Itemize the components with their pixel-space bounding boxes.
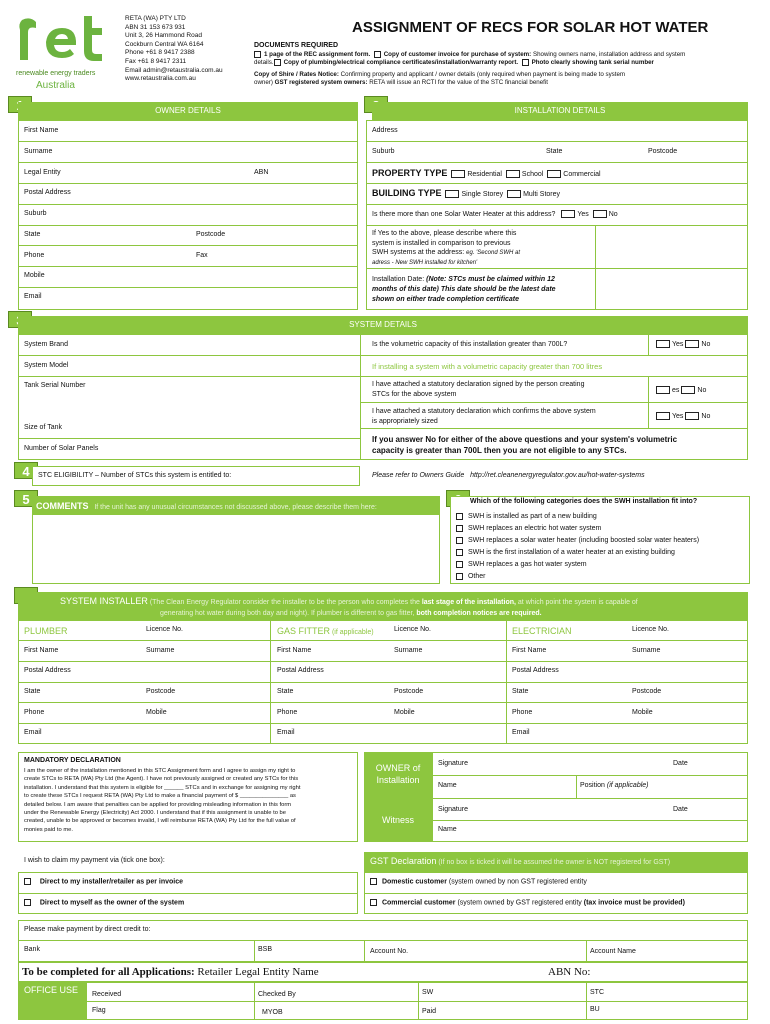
company-email: Email admin@retaustralia.com.au xyxy=(125,66,223,74)
company-addr2: Cockburn Central WA 6164 xyxy=(125,40,204,48)
doc-checkbox[interactable] xyxy=(254,51,261,58)
category-label: Other xyxy=(467,573,486,581)
witness-date-field[interactable]: Date xyxy=(673,806,688,813)
doc-1: 1 page of the REC assignment form. xyxy=(264,50,371,58)
category-label: SWH replaces an electric hot water system xyxy=(467,525,602,533)
witness-signature-field[interactable]: Signature xyxy=(438,806,468,813)
commercial-customer-label: Commercial customer xyxy=(381,899,456,907)
owner-email-field[interactable]: Email xyxy=(24,293,42,300)
install-state-field[interactable]: State xyxy=(546,148,563,155)
owners-guide-note: Please refer to Owners Guide xyxy=(372,472,465,479)
gas-surname-field[interactable]: Surname xyxy=(394,647,423,654)
building-type-label: BUILDING TYPE xyxy=(372,188,442,198)
ifyes-example: eg. 'Second SWH at xyxy=(466,250,520,256)
regulator-link[interactable]: http://ret.cleanenergyregulator.gov.au/hot-water-systems xyxy=(470,472,645,479)
doc-checkbox[interactable] xyxy=(522,59,529,66)
comments-title: COMMENTS xyxy=(36,501,89,511)
doc-2-desc: Showing owners name, installation address and system xyxy=(532,50,686,58)
category-checkbox[interactable] xyxy=(456,537,463,544)
position-optional: (if applicable) xyxy=(606,782,649,789)
stat1-no-label: No xyxy=(697,386,707,394)
declaration-heading: MANDATORY DECLARATION xyxy=(24,757,121,764)
categories-question: Which of the following categories does the SWH installation fit into? xyxy=(470,498,698,505)
installation-details-title: INSTALLATION DETAILS xyxy=(514,106,606,115)
bu-field[interactable]: BU xyxy=(590,1006,600,1013)
installer-desc3: generating hot water during both day and night). If plumber is different to gas fitter, xyxy=(160,610,415,617)
claim-payment-label: I wish to claim my payment via (tick one box): xyxy=(24,857,165,864)
gas-state-field[interactable]: State xyxy=(277,688,294,695)
company-fax: Fax +61 8 9417 2311 xyxy=(125,57,187,65)
installer-desc-bold2: both completion notices are required. xyxy=(416,610,542,617)
pay-installer-checkbox[interactable] xyxy=(24,878,31,885)
school-label: School xyxy=(521,171,544,178)
declaration-line: create STCs to RETA (WA) Pty Ltd (the Agent). I have not previously assigned or created any STCs for this xyxy=(24,776,299,783)
logo-tagline: renewable energy traders xyxy=(16,70,96,77)
owner-first-name-field[interactable]: First Name xyxy=(24,127,59,134)
account-number-field[interactable]: Account No. xyxy=(370,948,409,955)
stat1-yes-checkbox[interactable] xyxy=(656,386,670,394)
witness-label: Witness xyxy=(381,815,414,825)
elec-postcode-field[interactable]: Postcode xyxy=(632,688,662,695)
stat2-no-label: No xyxy=(701,412,711,420)
owner-suburb-field[interactable]: Suburb xyxy=(24,210,47,217)
owner-phone-field[interactable]: Phone xyxy=(24,252,45,259)
category-option[interactable] xyxy=(456,535,699,547)
elec-mobile-field[interactable]: Mobile xyxy=(632,709,653,716)
plumber-postcode-field[interactable]: Postcode xyxy=(146,688,176,695)
ineligible-warning-1: If you answer No for either of the above questions and your system's volumetric xyxy=(372,435,678,444)
installation-date-note3: shown on either trade completion certificate xyxy=(372,296,520,303)
owner-signature-field[interactable]: Signature xyxy=(438,760,468,767)
section-4-number: 4 xyxy=(14,462,38,479)
residential-checkbox[interactable] xyxy=(451,170,465,178)
commercial-customer-desc: (system owned by GST registered entity xyxy=(457,899,582,907)
elec-surname-field[interactable]: Surname xyxy=(632,647,661,654)
comments-textarea[interactable] xyxy=(32,514,440,584)
doc-checkbox[interactable] xyxy=(274,59,281,66)
volumetric-question: Is the volumetric capacity of this installation greater than 700L? xyxy=(372,341,568,348)
more-yes-checkbox[interactable] xyxy=(561,210,575,218)
doc-6: GST registered system owners: xyxy=(274,79,368,87)
more-no-checkbox[interactable] xyxy=(593,210,607,218)
system-brand-field[interactable]: System Brand xyxy=(24,341,68,348)
gas-fitter-optional: (if applicable) xyxy=(331,629,374,636)
declaration-line: created, unable to be approved or becomes invalid, I will reimburse RETA (WA) Pty Ltd for the full value of xyxy=(24,818,296,825)
stc-eligibility-field[interactable]: STC ELIGIBILITY – Number of STCs this system is entitled to: xyxy=(38,472,232,479)
install-postcode-field[interactable]: Postcode xyxy=(648,148,678,155)
owner-fax-field[interactable]: Fax xyxy=(196,252,208,259)
system-details-title: SYSTEM DETAILS xyxy=(349,320,417,329)
owner-mobile-field[interactable]: Mobile xyxy=(24,272,45,279)
gas-email-field[interactable]: Email xyxy=(277,729,295,736)
declaration-line: to create these STCs I request RETA (WA) Pty Ltd to make a financial payment of $ _______________ as xyxy=(24,793,296,800)
sw-field[interactable]: SW xyxy=(422,989,434,996)
doc-3: Copy of plumbing/electrical compliance certificates/installation/warranty report. xyxy=(283,59,519,67)
category-option[interactable] xyxy=(456,547,699,559)
abn-no-field[interactable]: ABN No: xyxy=(548,966,591,978)
stc-field[interactable]: STC xyxy=(590,989,604,996)
stat1-no-checkbox[interactable] xyxy=(681,386,695,394)
gas-fitter-heading: GAS FITTER xyxy=(277,626,331,636)
stat-dec-2-line1: I have attached a statutory declaration which confirms the above system xyxy=(372,408,596,415)
stat2-no-checkbox[interactable] xyxy=(685,412,699,420)
ifyes-line3: SWH systems at the address: xyxy=(372,249,465,256)
gst-desc: (If no box is ticked it will be assumed the owner is NOT registered for GST) xyxy=(438,859,671,866)
company-abn: ABN 31 153 673 931 xyxy=(125,23,186,31)
declaration-line: I am the owner of the installation mentioned in this STC Assignment form and I agree to assign my right to xyxy=(24,768,296,774)
domestic-desc: (system owned by non GST registered entity xyxy=(448,878,587,886)
owner-details-title: OWNER DETAILS xyxy=(155,106,221,115)
property-type-label: PROPERTY TYPE xyxy=(372,168,448,178)
company-web: www.retaustralia.com.au xyxy=(125,75,196,83)
installer-desc-bold: last stage of the installation, xyxy=(421,599,516,606)
domestic-label: Domestic customer xyxy=(381,878,447,886)
owner-of-label: OWNER of xyxy=(375,763,421,773)
owner-postcode-field[interactable]: Postcode xyxy=(196,231,226,238)
more-than-one-question: Is there more than one Solar Water Heater at this address? xyxy=(372,210,556,218)
category-option[interactable] xyxy=(456,559,699,571)
installation-date-note: (Note: STCs must be claimed within 12 xyxy=(426,276,555,283)
gas-first-name-field[interactable]: First Name xyxy=(277,647,312,654)
logo-graphic xyxy=(14,8,114,68)
ifyes-example2: adress - New SWH installed for kitchen' xyxy=(372,259,478,266)
category-checkbox[interactable] xyxy=(456,561,463,568)
single-storey-label: Single Storey xyxy=(461,191,504,198)
bsb-field[interactable]: BSB xyxy=(258,946,273,953)
plumber-heading: PLUMBER xyxy=(24,626,68,636)
declaration-line: installation. I understand that this system is eligible for ______ STCs and in exchange for assigning my right xyxy=(24,784,301,791)
ineligible-warning-2: capacity is greater than 700L then you are not eligible to any STCs. xyxy=(372,446,627,455)
owner-date-field[interactable]: Date xyxy=(673,760,688,767)
plumber-surname-field[interactable]: Surname xyxy=(146,647,175,654)
declaration-line: monies paid to me. xyxy=(24,826,73,833)
pay-installer-label: Direct to my installer/retailer as per invoice xyxy=(39,878,184,886)
section-5-number: 5 xyxy=(14,490,38,507)
gas-mobile-field[interactable]: Mobile xyxy=(394,709,415,716)
paid-field[interactable]: Paid xyxy=(422,1008,437,1015)
doc-6-desc: RETA will issue an RCTI for the value of the STC financial benefit xyxy=(369,79,548,87)
multi-storey-checkbox[interactable] xyxy=(507,190,521,198)
checked-by-field[interactable]: Checked By xyxy=(258,991,296,998)
gas-postal-field[interactable]: Postal Address xyxy=(277,667,324,674)
volumetric-instruction: If installing a system with a volumetric capacity greater than 700 litres xyxy=(372,362,603,371)
category-option[interactable] xyxy=(456,511,699,523)
docs-heading: DOCUMENTS REQUIRED xyxy=(254,42,339,49)
complete-for-all-label: To be completed for all Applications: xyxy=(22,966,195,978)
elec-phone-field[interactable]: Phone xyxy=(512,709,533,716)
school-checkbox[interactable] xyxy=(506,170,520,178)
vol-no-label: No xyxy=(701,340,711,348)
stat2-yes-checkbox[interactable] xyxy=(656,412,670,420)
company-addr1: Unit 3, 26 Hammond Road xyxy=(125,32,202,40)
commercial-label: Commercial xyxy=(563,171,601,178)
gas-phone-field[interactable]: Phone xyxy=(277,709,298,716)
gas-licence-field[interactable]: Licence No. xyxy=(394,626,431,633)
category-checkbox[interactable] xyxy=(456,549,463,556)
owner-legal-entity-field[interactable]: Legal Entity xyxy=(24,169,61,176)
category-label: SWH replaces a solar water heater (including boosted solar water heaters) xyxy=(467,537,700,545)
elec-first-name-field[interactable]: First Name xyxy=(512,647,547,654)
office-use-label: OFFICE USE xyxy=(24,985,79,995)
bank-field[interactable]: Bank xyxy=(24,946,40,953)
tank-size-field[interactable]: Size of Tank xyxy=(24,424,63,431)
electrician-heading: ELECTRICIAN xyxy=(512,626,572,636)
elec-email-field[interactable]: Email xyxy=(512,729,530,736)
owner-abn-field[interactable]: ABN xyxy=(254,169,269,176)
category-checkbox[interactable] xyxy=(456,573,463,580)
gas-postcode-field[interactable]: Postcode xyxy=(394,688,424,695)
installation-date-note2: months of this date) This date should be the latest date xyxy=(372,286,556,293)
category-option[interactable] xyxy=(456,571,699,583)
doc-2-desc2: details. xyxy=(254,59,274,67)
plumber-first-name-field[interactable]: First Name xyxy=(24,647,59,654)
system-installer-title: SYSTEM INSTALLER xyxy=(60,596,148,606)
commercial-customer-checkbox[interactable] xyxy=(370,899,377,906)
owner-position-field[interactable]: Position xyxy=(580,782,605,789)
category-checkbox[interactable] xyxy=(456,513,463,520)
solar-panels-field[interactable]: Number of Solar Panels xyxy=(24,445,99,452)
category-label: SWH is installed as part of a new building xyxy=(467,513,597,520)
company-logo xyxy=(14,8,114,93)
installer-desc2: at which point the system is capable of xyxy=(517,599,638,606)
plumber-licence-field[interactable]: Licence No. xyxy=(146,626,183,633)
elec-licence-field[interactable]: Licence No. xyxy=(632,626,669,633)
commercial-checkbox[interactable] xyxy=(547,170,561,178)
retailer-name-field[interactable]: Retailer Legal Entity Name xyxy=(197,966,319,978)
owner-state-field[interactable]: State xyxy=(24,231,41,238)
witness-name-field[interactable]: Name xyxy=(438,826,457,833)
more-yes-label: Yes xyxy=(577,210,589,218)
logo-country: Australia xyxy=(36,80,75,91)
comments-desc: If the unit has any unusual circumstances not discussed above, please describe them here: xyxy=(94,504,377,511)
vol-no-checkbox[interactable] xyxy=(685,340,699,348)
ifyes-line1: If Yes to the above, please describe where this xyxy=(372,230,517,237)
stat-dec-1-line2: STCs for the above system xyxy=(372,390,457,398)
plumber-postal-field[interactable]: Postal Address xyxy=(24,667,71,674)
stat-dec-2-line2: is appropriately sized xyxy=(372,417,438,425)
flag-field[interactable]: Flag xyxy=(92,1007,106,1014)
owner-name-field[interactable]: Name xyxy=(438,782,457,789)
form-title: ASSIGNMENT OF RECS FOR SOLAR HOT WATER xyxy=(352,19,709,36)
gst-title: GST Declaration xyxy=(370,856,437,866)
vol-yes-label: Yes xyxy=(672,340,684,348)
owner-surname-field[interactable]: Surname xyxy=(24,148,53,155)
plumber-phone-field[interactable]: Phone xyxy=(24,709,45,716)
ifyes-line2: system is installed in comparison to previous xyxy=(372,239,511,247)
installation-label: Installation xyxy=(376,775,420,785)
more-no-label: No xyxy=(608,210,618,218)
elec-state-field[interactable]: State xyxy=(512,688,529,695)
plumber-state-field[interactable]: State xyxy=(24,688,41,695)
elec-postal-field[interactable]: Postal Address xyxy=(512,667,559,674)
signature-box xyxy=(432,752,748,842)
stat-dec-1-line1: I have attached a statutory declaration signed by the person creating xyxy=(372,381,585,388)
declaration-line: under the Renewable Energy (Electricity) Act 2000. I understand that if this assignment is unable to be xyxy=(24,810,286,817)
stat1-yes-label: es xyxy=(672,386,680,394)
plumber-mobile-field[interactable]: Mobile xyxy=(146,709,167,716)
direct-credit-label: Please make payment by direct credit to: xyxy=(24,926,151,933)
doc-2: Copy of customer invoice for purchase of system: xyxy=(383,50,532,58)
company-phone: Phone +61 8 9417 2388 xyxy=(125,49,195,57)
multi-storey-label: Multi Storey xyxy=(523,191,561,198)
received-field[interactable]: Received xyxy=(92,991,122,998)
doc-checkbox[interactable] xyxy=(374,51,381,58)
category-label: SWH replaces a gas hot water system xyxy=(467,561,587,569)
single-storey-checkbox[interactable] xyxy=(445,190,459,198)
category-checkbox[interactable] xyxy=(456,525,463,532)
myob-field[interactable]: MYOB xyxy=(262,1009,283,1016)
documents-required xyxy=(254,42,685,88)
company-details xyxy=(125,15,223,84)
owner-details-box xyxy=(18,120,358,310)
install-suburb-field[interactable]: Suburb xyxy=(372,148,395,155)
pay-owner-label: Direct to myself as the owner of the system xyxy=(39,899,185,907)
owner-postal-field[interactable]: Postal Address xyxy=(24,189,71,196)
doc-5: Copy of Shire / Rates Notice: xyxy=(254,70,339,78)
category-label: SWH is the first installation of a water heater at an existing building xyxy=(467,549,675,557)
plumber-email-field[interactable]: Email xyxy=(24,729,42,736)
install-address-field[interactable]: Address xyxy=(372,127,398,134)
tax-invoice-note: (tax invoice must be provided) xyxy=(583,899,685,907)
category-option[interactable] xyxy=(456,523,699,535)
company-name: RETA (WA) PTY LTD xyxy=(125,15,186,22)
tank-serial-field[interactable]: Tank Serial Number xyxy=(24,382,86,389)
vol-yes-checkbox[interactable] xyxy=(656,340,670,348)
doc-4: Photo clearly showing tank serial number xyxy=(531,59,654,67)
system-model-field[interactable]: System Model xyxy=(24,362,69,369)
residential-label: Residential xyxy=(467,171,502,178)
doc-5-desc: Confirming property and applicant / owner details (only required when payment is being made to system xyxy=(340,70,626,78)
installation-date-field[interactable]: Installation Date: xyxy=(372,276,425,283)
declaration-line: detailed below. I am aware that penalties can be applied for providing misleading information in this form xyxy=(24,801,292,808)
pay-owner-checkbox[interactable] xyxy=(24,899,31,906)
installer-desc1: (The Clean Energy Regulator consider the installer to be the person who completes the xyxy=(149,599,420,606)
doc-5-desc2: owner) xyxy=(254,79,273,87)
domestic-checkbox[interactable] xyxy=(370,878,377,885)
stat2-yes-label: Yes xyxy=(672,412,684,420)
account-name-field[interactable]: Account Name xyxy=(590,948,636,955)
